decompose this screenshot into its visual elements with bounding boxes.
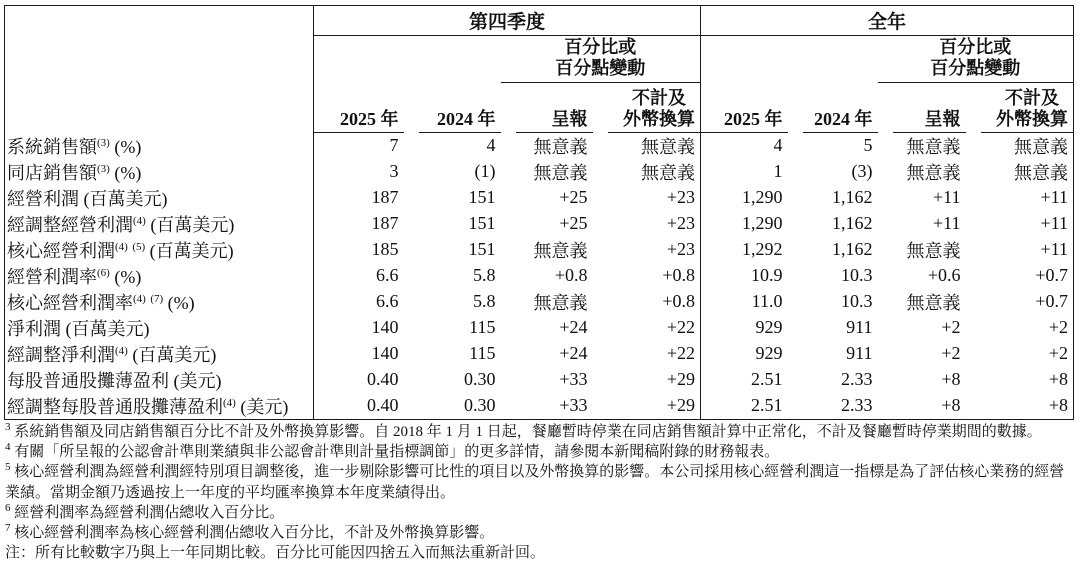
value-cell: +25 [559,187,588,207]
pct-change-header-row [5,36,1074,83]
q4-years-spacer [314,36,501,83]
footnote-number: 6 [5,501,11,514]
table-row [5,367,1074,393]
q4-2024-column-header: 2024 年 [404,83,501,133]
value-cell: 185 [314,237,404,263]
value-cell: 1,290 [701,211,788,237]
value-cell: 4 [486,135,496,155]
value-cell: 無意義 [533,162,588,183]
value-cell: 無意義 [641,136,696,157]
value-cell: +2 [941,317,961,337]
value-cell: 115 [469,317,496,337]
value-cell: 無意義 [533,240,588,261]
pct-header-line1: 百分比或 [564,37,637,57]
value-cell: 6.6 [314,289,404,315]
label-column-spacer [5,6,314,36]
fy-years-spacer [701,36,878,83]
value-cell: 4 [701,133,788,159]
full-year-section-title: 全年 [701,6,1074,36]
row-label: 同店銷售額$^{(3)}$ (%) [7,162,142,183]
footnote: $^3$ 系統銷售額及同店銷售額百分比不計及外幣換算影響。自 2018 年 1 月 1 日起，餐廳暫時停業在同店銷售額計算中正常化，不計及餐廳暫時停業期間的數據。 [5,421,1042,440]
value-cell: 1 [701,159,788,185]
value-cell: +23 [666,239,696,259]
value-cell: +24 [559,343,588,363]
value-cell: 0.40 [314,367,404,393]
value-cell: 無意義 [533,136,588,157]
value-cell: +2 [1048,317,1069,337]
label-column-spacer [5,36,314,83]
value-cell: 187 [314,185,404,211]
value-cell: 1,162 [832,239,873,259]
value-cell: 10.3 [841,291,873,311]
value-cell: 2.51 [701,393,788,420]
footnote-reference: (4) [133,292,146,305]
table-row [5,263,1074,289]
value-cell: 11.0 [701,289,788,315]
value-cell: 115 [469,343,496,363]
value-cell: +25 [559,213,588,233]
value-cell: +29 [666,395,696,415]
table-row [5,393,1074,420]
fy-reported-column-header: 呈報 [878,83,966,133]
value-cell: 151 [468,239,496,259]
table-row [5,159,1074,185]
value-cell: 0.30 [464,369,496,389]
row-label: 經調整經營利潤$^{(4)}$ (百萬美元) [7,214,235,235]
value-cell: 2.33 [841,395,873,415]
row-label: 經調整淨利潤$^{(4)}$ (百萬美元) [7,344,217,365]
q4-pct-change-header [501,36,701,83]
footnote: $^5$ 核心經營利潤為經營利潤經特別項目調整後，進一步剔除影響可比性的項目以及外幣換算的影響。本公司採用核心經營利潤這一指標是為了評估核心業務的經營業績。當期金額乃透過按上一年度的平均匯率換算本年度業績得出。 [5,461,1065,501]
value-cell: 911 [846,317,873,337]
value-cell: +11 [1040,187,1069,207]
value-cell: +11 [1040,213,1069,233]
value-cell: 無意義 [906,162,961,183]
note-line: 注：所有比較數字乃與上一年同期比較。百分比可能因四捨五入而無法重新計回。 [5,545,546,562]
value-cell: 187 [314,211,404,237]
section-title-row [5,6,1074,36]
value-cell: +0.7 [1035,291,1069,311]
value-cell: 無意義 [906,136,961,157]
value-cell: 無意義 [533,292,588,313]
q4-section-title: 第四季度 [314,6,701,36]
row-label: 系統銷售額$^{(3)}$ (%) [7,136,142,157]
value-cell: +2 [941,343,961,363]
value-cell: 無意義 [1014,162,1069,183]
footnote-reference: (3) [97,162,110,175]
value-cell: 無意義 [641,162,696,183]
value-cell: 5.8 [473,291,496,311]
table-row [5,237,1074,263]
column-header-row [5,83,1074,133]
table-row [5,341,1074,367]
footnote-number: 7 [5,522,11,535]
value-cell: 0.40 [314,393,404,420]
fy-pct-change-header [878,36,1074,83]
pct-header-line2: 百分點變動 [555,58,646,78]
value-cell: +0.8 [662,265,696,285]
value-cell: 140 [314,315,404,341]
value-cell: +8 [1048,395,1069,415]
value-cell: +24 [559,317,588,337]
value-cell: 1,162 [832,213,873,233]
value-cell: 0.30 [464,395,496,415]
footnote-reference: (4) [115,344,128,357]
value-cell: 911 [846,343,873,363]
value-cell: +8 [941,395,961,415]
footnotes [5,422,1076,563]
value-cell: 10.9 [701,263,788,289]
value-cell: +0.7 [1035,265,1069,285]
value-cell: 151 [468,187,496,207]
value-cell: +23 [666,213,696,233]
value-cell: +11 [933,187,961,207]
row-label: 核心經營利潤率$^{(4)}$ $^{(7)}$ (%) [7,292,195,313]
value-cell: 7 [314,133,404,159]
footnote-reference: (6) [97,266,110,279]
value-cell: +23 [666,187,696,207]
value-cell: 1,162 [832,187,873,207]
value-cell: 151 [468,213,496,233]
value-cell: 2.33 [841,369,873,389]
footnote-reference: (5) [132,240,146,253]
footnote-reference: (4) [133,214,146,227]
footnote-number: 4 [5,441,11,454]
fy-2025-column-header: 2025 年 [701,83,788,133]
financial-table [4,5,1074,420]
value-cell: 5 [863,135,873,155]
fy-excl-fx-column-header: 不計及 外幣換算 [966,83,1074,133]
value-cell: +33 [559,395,588,415]
value-cell: 140 [314,341,404,367]
q4-2025-column-header: 2025 年 [314,83,404,133]
q4-reported-column-header: 呈報 [501,83,593,133]
label-column-spacer [5,83,314,133]
row-label: 經營利潤率$^{(6)}$ (%) [7,266,142,287]
value-cell: 10.3 [841,265,873,285]
value-cell: +8 [941,369,961,389]
value-cell: +11 [933,213,961,233]
value-cell: +8 [1048,369,1069,389]
value-cell: +11 [1040,239,1069,259]
row-label: 核心經營利潤$^{(4)}$ $^{(5)}$ (百萬美元) [7,240,234,261]
value-cell: (3) [851,161,873,181]
value-cell: 1,292 [701,237,788,263]
table-row [5,211,1074,237]
value-cell: +0.6 [927,265,961,285]
value-cell: 1,290 [701,185,788,211]
value-cell: +0.8 [554,265,588,285]
value-cell: +33 [559,369,588,389]
table-row [5,315,1074,341]
footnote: $^7$ 核心經營利潤率為核心經營利潤佔總收入百分比，不計及外幣換算影響。 [5,522,495,542]
footnote-reference: (3) [97,136,110,149]
value-cell: 929 [701,341,788,367]
row-label: 經調整每股普通股攤薄盈利$^{(4)}$ (美元) [7,396,289,417]
value-cell: +2 [1048,343,1069,363]
footnote: $^4$ 有關「所呈報的公認會計準則業績與非公認會計準則計量指標調節」的更多詳情，請參閱本新聞稿附錄的財務報表。 [5,441,780,461]
value-cell: +29 [666,369,696,389]
row-label: 每股普通股攤薄盈利 (美元) [7,370,222,391]
footnote-number: 5 [5,461,11,474]
value-cell: +0.8 [662,291,696,311]
table-row [5,133,1074,159]
value-cell: 無意義 [1014,136,1069,157]
pct-header-line1: 百分比或 [939,37,1012,57]
footnote-reference: (4) [115,240,128,253]
value-cell: 無意義 [906,292,961,313]
footnote: $^6$ 經營利潤率為經營利潤佔總收入百分比。 [5,501,285,521]
value-cell: +22 [666,343,696,363]
table-row [5,289,1074,315]
footnote-number: 3 [5,421,11,433]
value-cell: 5.8 [473,265,496,285]
value-cell: 2.51 [701,367,788,393]
value-cell: 無意義 [906,240,961,261]
q4-excl-fx-column-header: 不計及 外幣換算 [593,83,701,133]
row-label: 淨利潤 (百萬美元) [7,318,150,339]
footnote-reference: (4) [223,396,236,409]
value-cell: +22 [666,317,696,337]
value-cell: 3 [314,159,404,185]
fy-2024-column-header: 2024 年 [788,83,878,133]
table-row [5,185,1074,211]
pct-header-line2: 百分點變動 [930,58,1021,78]
value-cell: (1) [474,161,496,181]
value-cell: 929 [701,315,788,341]
value-cell: 6.6 [314,263,404,289]
row-label: 經營利潤 (百萬美元) [7,188,168,209]
footnote-reference: (7) [150,292,164,305]
